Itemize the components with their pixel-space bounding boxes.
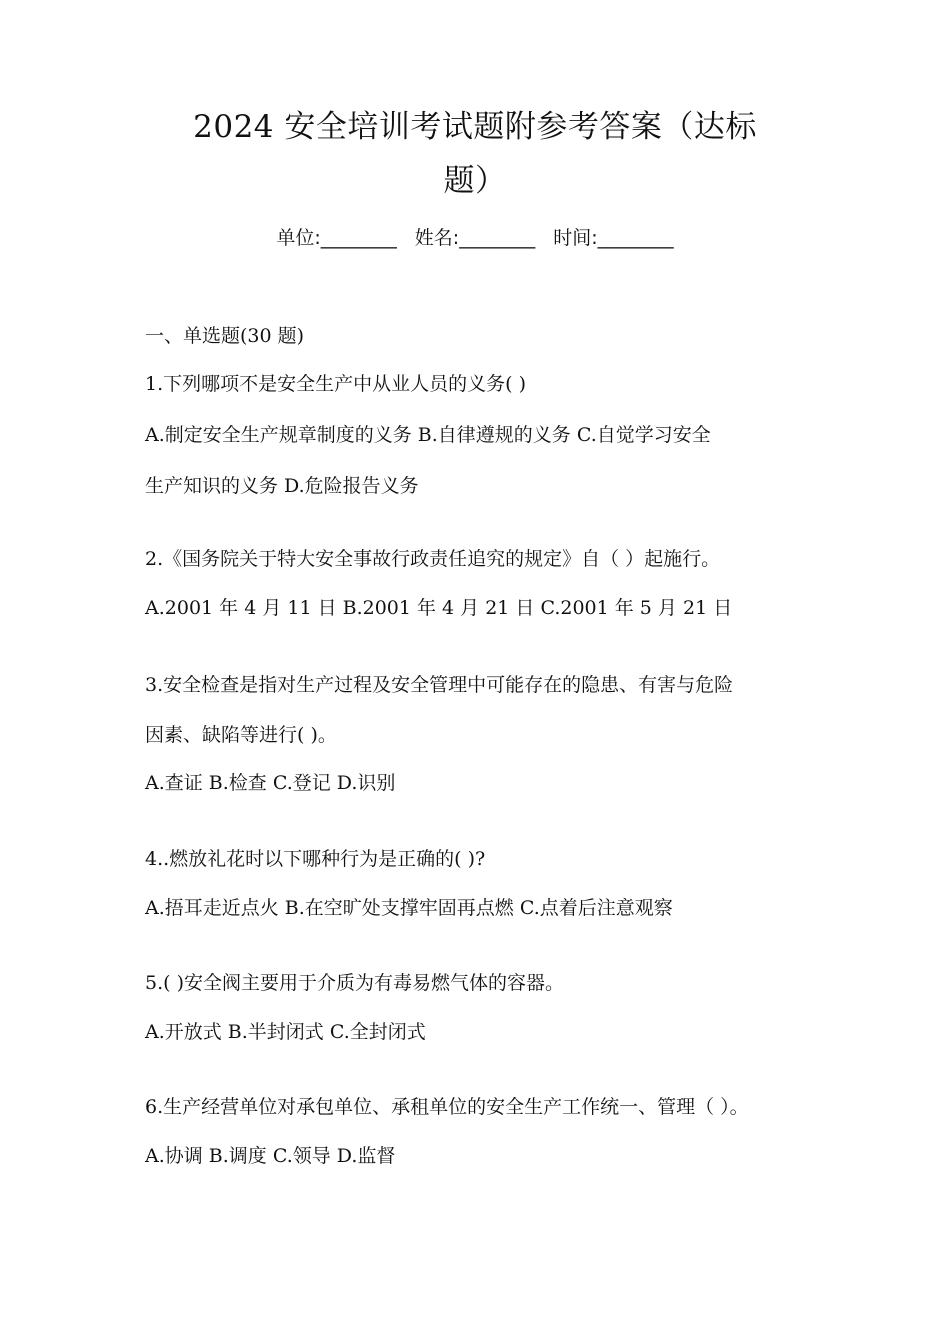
question-5-stem: 5.( )安全阀主要用于介质为有毒易燃气体的容器。 xyxy=(145,972,564,994)
question-5-options: A.开放式 B.半封闭式 C.全封闭式 xyxy=(145,1021,426,1043)
question-1-options-line-2: 生产知识的义务 D.危险报告义务 xyxy=(145,475,419,497)
info-fields xyxy=(0,224,950,252)
question-2-stem: 2.《国务院关于特大安全事故行政责任追究的规定》自（ ）起施行。 xyxy=(145,548,721,570)
question-3-stem-line-1: 3.安全检查是指对生产过程及安全管理中可能存在的隐患、有害与危险 xyxy=(145,674,734,696)
unit-field: 单位:________ xyxy=(276,227,397,249)
question-3-options: A.查证 B.检查 C.登记 D.识别 xyxy=(145,772,396,794)
section-heading: 一、单选题(30 题) xyxy=(145,325,305,347)
question-6-options: A.协调 B.调度 C.领导 D.监督 xyxy=(145,1145,396,1167)
question-1-options-line-1: A.制定安全生产规章制度的义务 B.自律遵规的义务 C.自觉学习安全 xyxy=(145,424,711,446)
title-line-1: 2024 安全培训考试题附参考答案（达标 xyxy=(193,109,757,145)
name-field: 姓名:________ xyxy=(414,227,536,249)
question-4-options: A.捂耳走近点火 B.在空旷处支撑牢固再点燃 C.点着后注意观察 xyxy=(145,897,673,919)
question-6-stem: 6.生产经营单位对承包单位、承租单位的安全生产工作统一、管理（ ）。 xyxy=(145,1096,749,1118)
question-2-options: A.2001 年 4 月 11 日 B.2001 年 4 月 21 日 C.2001 年 5 月 21 日 xyxy=(145,597,733,619)
question-1-stem: 1.下列哪项不是安全生产中从业人员的义务( ) xyxy=(145,373,526,395)
document-title xyxy=(145,100,805,208)
question-3-stem-line-2: 因素、缺陷等进行( )。 xyxy=(145,724,337,746)
title-line-2: 题） xyxy=(443,163,507,199)
question-4-stem: 4..燃放礼花时以下哪种行为是正确的( )? xyxy=(145,848,486,870)
time-field: 时间:________ xyxy=(553,227,674,249)
